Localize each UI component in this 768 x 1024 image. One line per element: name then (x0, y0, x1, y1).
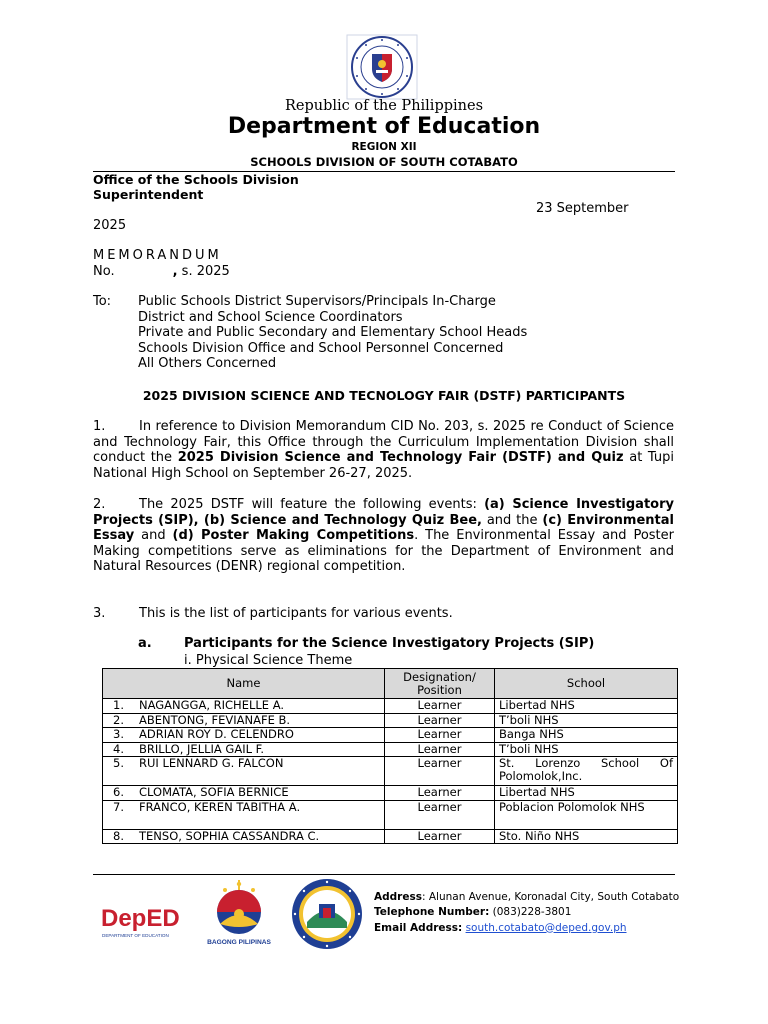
col-header-name: Name (103, 669, 385, 699)
deped-logo-icon (100, 900, 184, 940)
memo-number (93, 264, 230, 279)
memo-no-comma: , (172, 264, 178, 279)
paragraph-text: This is the list of participants for various events. (139, 606, 453, 621)
office-line1: Office of the Schools Division (93, 172, 299, 187)
cell-school: Sto. Niño NHS (495, 829, 678, 844)
address-label: Address (374, 891, 422, 903)
cell-designation: Learner (385, 713, 495, 728)
section-letter: a. (138, 636, 152, 651)
sdo-south-cotabato-seal-icon (290, 878, 364, 950)
table-row (103, 742, 678, 757)
paragraph-3 (93, 606, 674, 622)
deped-logo-text: DepED (101, 905, 180, 932)
paragraph-bold: 2025 Division Science and Technology Fair (DSTF) and Quiz (177, 450, 624, 466)
cell-name (103, 757, 385, 786)
table-header-row (103, 669, 678, 699)
paragraph-text: The 2025 DSTF will feature the following events: (139, 497, 485, 512)
cell-school: Poblacion Polomolok NHS (495, 800, 678, 829)
header-division: SCHOOLS DIVISION OF SOUTH COTABATO (250, 155, 518, 169)
phone-line (374, 905, 679, 920)
participant-name: ABENTONG, FEVIANAFE B. (139, 712, 291, 727)
memo-label: MEMORANDUM (93, 248, 222, 263)
cell-name (103, 713, 385, 728)
table-row (103, 757, 678, 786)
participant-name: NAGANGGA, RICHELLE A. (139, 698, 285, 712)
bagong-pilipinas-label: BAGONG PILIPINAS (207, 939, 271, 946)
cell-designation: Learner (385, 728, 495, 743)
cell-name (103, 742, 385, 757)
paragraph-bold: (a) Science Investigatory Projects (SIP), (b) Science and Technology Quiz Bee, (93, 497, 674, 528)
recipient-item: All Others Concerned (138, 356, 277, 372)
cell-designation: Learner (385, 786, 495, 801)
section-a-heading (138, 636, 594, 651)
row-number: 6. (113, 785, 124, 799)
cell-name (103, 728, 385, 743)
table-row (103, 786, 678, 801)
cell-designation: Learner (385, 699, 495, 714)
participant-name: ADRIAN ROY D. CELENDRO (139, 727, 294, 741)
cell-designation: Learner (385, 800, 495, 829)
bagong-pilipinas-logo-icon (200, 880, 278, 948)
recipient-item: Public Schools District Supervisors/Principals In-Charge (138, 294, 496, 309)
header-department: Department of Education (227, 114, 541, 139)
paragraph-bold: (d) Poster Making Competitions (172, 528, 415, 544)
cell-designation: Learner (385, 829, 495, 844)
participant-name: TENSO, SOPHIA CASSANDRA C. (139, 828, 320, 843)
col-header-school: School (495, 669, 678, 699)
row-number: 2. (113, 712, 124, 727)
office-line2: Superintendent (93, 187, 204, 202)
table-row (103, 829, 678, 844)
header-republic: Republic of the Philippines (284, 98, 484, 114)
address-value: : Alunan Avenue, Koronadal City, South Cotabato (421, 891, 680, 903)
paragraph-text: . The Environmental Essay and Poster Making competitions serve as eliminations for the Department of Environment and Natural Resources (DENR) regional competition. (93, 528, 675, 575)
phone-value: (083)228-3801 (489, 906, 572, 919)
memo-date-part1: 23 September (536, 201, 629, 216)
theme-heading: i. Physical Science Theme (184, 653, 353, 668)
contact-block (374, 890, 679, 936)
cell-school: Libertad NHS (495, 786, 678, 801)
row-number: 8. (113, 828, 124, 843)
table-row (103, 728, 678, 743)
cell-school: Banga NHS (495, 728, 678, 743)
memo-date-part2: 2025 (93, 218, 127, 233)
participant-name: CLOMATA, SOFIA BERNICE (139, 785, 289, 799)
footer-divider (93, 874, 675, 875)
paragraph-1 (93, 419, 674, 481)
cell-school: Libertad NHS (495, 699, 678, 714)
header-region: REGION XII (351, 141, 417, 153)
row-number: 7. (113, 799, 124, 814)
section-title: Participants for the Science Investigatory Projects (SIP) (184, 636, 595, 651)
table-row (103, 800, 678, 829)
cell-school: St. Lorenzo School Of Polomolok,Inc. (495, 757, 678, 786)
row-number: 1. (113, 698, 124, 712)
phone-label: Telephone Number: (374, 906, 490, 919)
cell-name (103, 829, 385, 844)
memo-subject: 2025 DIVISION SCIENCE AND TECNOLOGY FAIR (DSTF) PARTICIPANTS (142, 388, 626, 403)
recipient-item: Schools Division Office and School Personnel Concerned (138, 340, 504, 356)
paragraph-bold: (c) Environmental Essay (93, 512, 674, 544)
cell-designation: Learner (385, 742, 495, 757)
participants-table (102, 668, 678, 844)
address-line (374, 890, 679, 905)
recipient-item: District and School Science Coordinators (138, 309, 403, 325)
paragraph-number: 3. (93, 606, 106, 621)
paragraph-text: and the (481, 512, 543, 528)
col-header-designation: Designation/ Position (385, 669, 495, 699)
cell-designation: Learner (385, 757, 495, 786)
row-number: 5. (113, 756, 124, 770)
email-line (374, 921, 679, 936)
participant-name: FRANCO, KEREN TABITHA A. (139, 799, 301, 814)
cell-name (103, 699, 385, 714)
cell-name (103, 786, 385, 801)
cell-name (103, 800, 385, 829)
paragraph-2 (93, 497, 674, 575)
paragraph-text: and (134, 528, 173, 544)
recipient-list (138, 294, 527, 372)
paragraph-text: at Tupi National High School on September 26-27, 2025. (93, 450, 674, 481)
paragraph-text: In reference to Division Memorandum CID No. 203, s. 2025 re Conduct of Science and Technology Fair, this Office through the Curriculum Implementation Division shall conduct the (93, 419, 674, 466)
row-number: 3. (113, 727, 124, 741)
email-link[interactable]: south.cotabato@deped.gov.ph (465, 921, 627, 934)
office-label (93, 172, 333, 202)
deped-seal-icon (346, 34, 418, 100)
table-row (103, 713, 678, 728)
recipient-item: Private and Public Secondary and Elementary School Heads (138, 325, 528, 341)
deped-logo-sub: DEPARTMENT OF EDUCATION (102, 933, 169, 938)
participant-name: RUI LENNARD G. FALCON (139, 756, 284, 770)
to-label: To: (93, 294, 112, 309)
participant-name: BRILLO, JELLIA GAIL F. (139, 741, 265, 756)
memo-no-label: No. (93, 264, 115, 279)
row-number: 4. (113, 741, 124, 756)
cell-school: T’boli NHS (495, 742, 678, 757)
paragraph-number: 2. (93, 497, 106, 512)
memo-series: s. 2025 (177, 264, 230, 279)
paragraph-number: 1. (93, 419, 106, 434)
email-label: Email Address: (374, 921, 463, 934)
cell-school: T’boli NHS (495, 713, 678, 728)
table-row (103, 699, 678, 714)
